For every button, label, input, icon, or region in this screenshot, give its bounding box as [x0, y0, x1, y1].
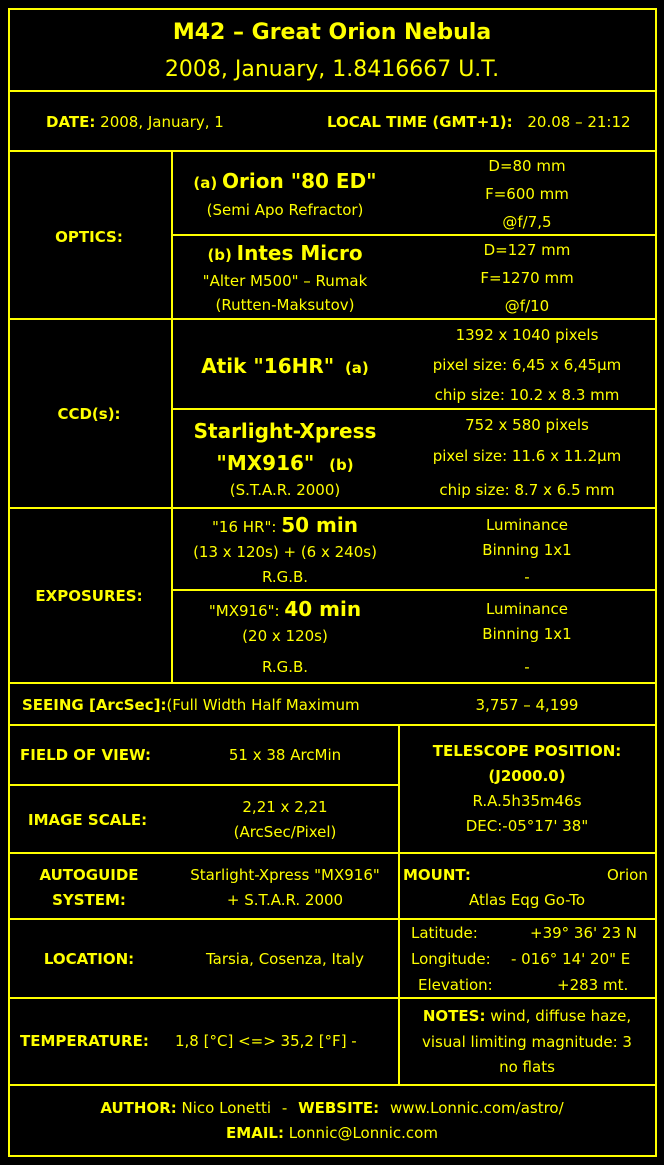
local-time-label: LOCAL TIME (GMT+1): [327, 113, 513, 131]
exposure-a-binning: Binning 1x1 [482, 541, 572, 559]
exposure-a-prefix: "16 HR": [212, 518, 277, 536]
hline [8, 918, 657, 920]
optics-a-spec: D=80 mm [488, 157, 566, 175]
border-left [8, 8, 10, 1157]
hline [8, 852, 657, 854]
optics-a-spec: F=600 mm [485, 185, 569, 203]
vline [171, 150, 173, 683]
exposure-a-detail: (13 x 120s) + (6 x 240s) [193, 543, 377, 561]
hline [8, 150, 657, 152]
autoguide-value1: Starlight-Xpress "MX916" [190, 866, 380, 884]
optics-b-line3: (Rutten-Maksutov) [215, 296, 355, 314]
footer-line1 [100, 1099, 563, 1117]
seeing-desc: (Full Width Half Maximum [166, 696, 360, 714]
ccd-label: CCD(s): [57, 405, 121, 423]
fov-value: 51 x 38 ArcMin [228, 746, 342, 764]
vline [398, 724, 400, 1086]
autoguide-label2: SYSTEM: [52, 891, 126, 909]
mount-model: Atlas Eqg Go-To [468, 891, 586, 909]
optics-a-tag: (a) [193, 174, 218, 192]
elevation-value: +283 mt. [557, 976, 629, 994]
optics-b-spec: F=1270 mm [480, 269, 574, 287]
ccd-b-name1: Starlight-Xpress [193, 419, 377, 443]
hline [8, 784, 399, 786]
autoguide-label1: AUTOGUIDE [39, 866, 139, 884]
hline [171, 234, 657, 236]
latitude-label: Latitude: [411, 924, 478, 942]
email-label: EMAIL: [226, 1124, 284, 1142]
ccd-a-title [201, 354, 369, 378]
ccd-b-tag: (b) [329, 456, 354, 474]
temperature-label: TEMPERATURE: [20, 1032, 149, 1050]
ccd-b-spec: pixel size: 11.6 x 11.2µm [432, 447, 622, 465]
exposure-b-prefix: "MX916": [208, 602, 280, 620]
page-title: M42 – Great Orion Nebula [172, 20, 492, 45]
optics-a-title [193, 169, 376, 193]
exposure-b-title [209, 597, 361, 621]
ccd-a-spec: pixel size: 6,45 x 6,45µm [432, 356, 622, 374]
elevation-label: Elevation: [418, 976, 493, 994]
exposure-b-mode: Luminance [485, 600, 569, 618]
optics-a-name: Orion "80 ED" [222, 169, 377, 193]
ccd-a-name: Atik "16HR" [201, 354, 335, 378]
date-row [46, 113, 224, 131]
hline [8, 997, 657, 999]
author-label: AUTHOR: [100, 1099, 177, 1117]
location-label: LOCATION: [43, 950, 135, 968]
autoguide-value2: + S.T.A.R. 2000 [226, 891, 344, 909]
email-link[interactable]: Lonnic@Lonnic.com [288, 1124, 438, 1142]
exposures-label: EXPOSURES: [35, 587, 143, 605]
scale-label: IMAGE SCALE: [28, 811, 148, 829]
footer-line2 [226, 1124, 438, 1142]
ccd-a-spec: chip size: 10.2 x 8.3 mm [434, 386, 620, 404]
exposure-a-rgb: R.G.B. [261, 568, 309, 586]
notes-label: NOTES: [422, 1007, 486, 1025]
optics-b-spec: D=127 mm [483, 241, 571, 259]
footer-separator: - [281, 1099, 288, 1117]
exposure-a-mode: Luminance [485, 516, 569, 534]
ccd-a-tag: (a) [344, 359, 369, 377]
optics-b-line2: "Alter M500" – Rumak [202, 272, 368, 290]
mount-label: MOUNT: [403, 866, 471, 884]
position-dec: DEC:-05°17' 38" [465, 817, 589, 835]
seeing-row [22, 696, 398, 714]
hline [8, 507, 657, 509]
optics-a-type: (Semi Apo Refractor) [206, 201, 364, 219]
hline [8, 724, 657, 726]
notes-line2: visual limiting magnitude: 3 [422, 1033, 632, 1051]
scale-value2: (ArcSec/Pixel) [233, 823, 337, 841]
hline [8, 90, 657, 92]
position-label1: TELESCOPE POSITION: [432, 742, 622, 760]
hline [8, 1084, 657, 1086]
date-label: DATE: [46, 113, 96, 131]
exposure-b-dash: - [524, 658, 530, 676]
exposure-a-duration: 50 min [281, 513, 358, 537]
position-label2: (J2000.0) [488, 767, 566, 785]
exposure-b-detail: (20 x 120s) [242, 627, 328, 645]
latitude-value: +39° 36' 23 N [530, 924, 637, 942]
ccd-b-name2: "MX916" [216, 451, 315, 475]
scale-value1: 2,21 x 2,21 [242, 798, 328, 816]
exposure-b-binning: Binning 1x1 [482, 625, 572, 643]
exposure-a-title [212, 513, 358, 537]
local-time-value: 20.08 – 21:12 [527, 113, 631, 131]
hline [171, 589, 657, 591]
optics-a-spec: @f/7,5 [502, 213, 552, 231]
date-value: 2008, January, 1 [100, 113, 224, 131]
optics-b-title [207, 241, 362, 265]
hline [171, 408, 657, 410]
ccd-a-spec: 1392 x 1040 pixels [455, 326, 599, 344]
page-subtitle: 2008, January, 1.8416667 U.T. [164, 57, 500, 82]
exposure-b-rgb: R.G.B. [261, 658, 309, 676]
website-link[interactable]: www.Lonnic.com/astro/ [389, 1099, 564, 1117]
hline [8, 318, 657, 320]
border-top [8, 8, 657, 10]
border-right [655, 8, 657, 1157]
seeing-label: SEEING [ArcSec]: [22, 696, 167, 714]
mount-brand: Orion [607, 866, 648, 884]
website-label: WEBSITE: [298, 1099, 380, 1117]
notes-line1 [423, 1007, 631, 1025]
temperature-value: 1,8 [°C] <=> 35,2 [°F] - [175, 1032, 357, 1050]
exposure-b-duration: 40 min [284, 597, 362, 621]
ccd-b-title2 [216, 451, 353, 475]
optics-b-tag: (b) [207, 246, 232, 264]
notes-text1: wind, diffuse haze, [490, 1007, 632, 1025]
exposure-a-dash: - [524, 568, 530, 586]
optics-b-spec: @f/10 [504, 297, 550, 315]
ccd-b-spec: 752 x 580 pixels [465, 416, 589, 434]
seeing-value: 3,757 – 4,199 [475, 696, 579, 714]
border-bottom [8, 1155, 657, 1157]
local-time-row [327, 113, 631, 131]
ccd-b-spec: chip size: 8.7 x 6.5 mm [439, 481, 615, 499]
position-ra: R.A.5h35m46s [472, 792, 582, 810]
longitude-value: - 016° 14' 20" E [511, 950, 631, 968]
hline [8, 682, 657, 684]
author-name: Nico Lonetti [181, 1099, 272, 1117]
notes-line3: no flats [499, 1058, 555, 1076]
location-value: Tarsia, Cosenza, Italy [205, 950, 365, 968]
optics-label: OPTICS: [55, 228, 123, 246]
optics-b-name: Intes Micro [236, 241, 363, 265]
fov-label: FIELD OF VIEW: [20, 746, 152, 764]
longitude-label: Longitude: [411, 950, 491, 968]
ccd-b-line3: (S.T.A.R. 2000) [229, 481, 341, 499]
